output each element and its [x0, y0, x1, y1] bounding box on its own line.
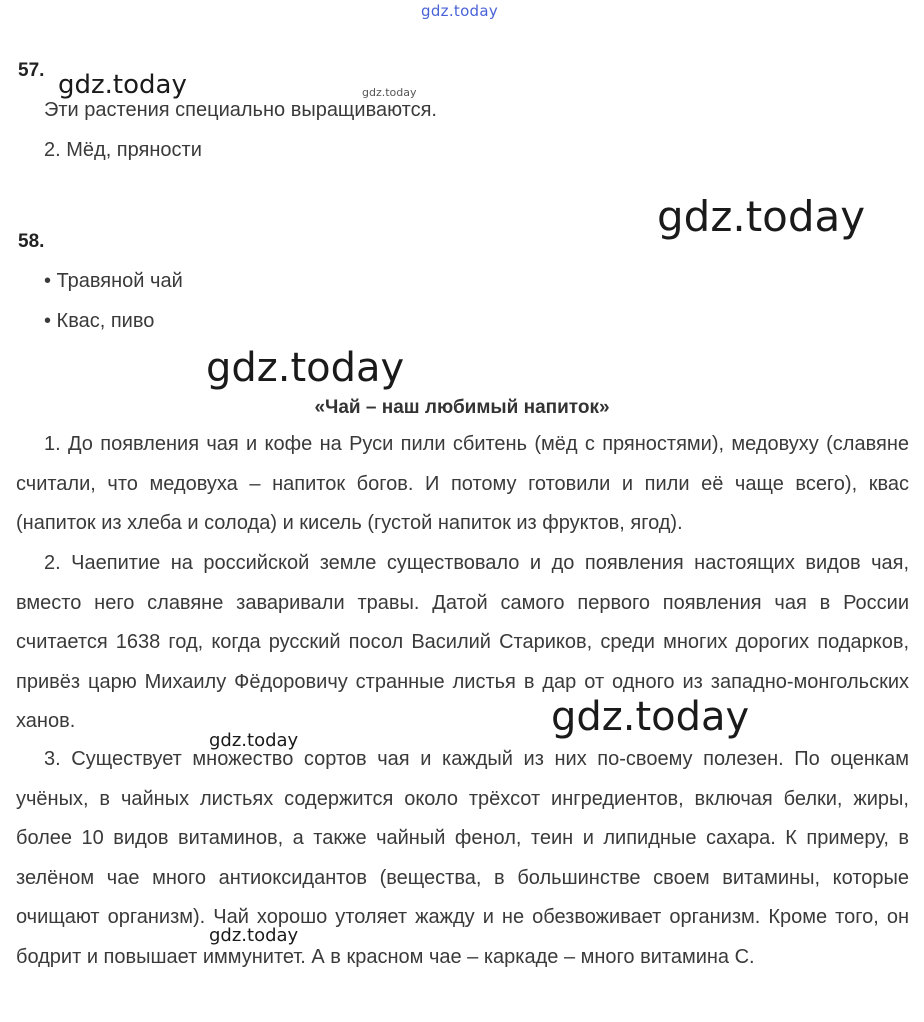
- article-paragraph: 1. До появления чая и кофе на Руси пили сбитень (мёд с пряностями), медовуху (славяне считали, что медовуха – напиток богов. И потому готовили и пили её чаще всего), квас (напиток из хлеба и солода) и кисель (густой напиток из фруктов, ягод).: [16, 433, 909, 534]
- watermark-small: gdz.today: [362, 86, 417, 99]
- answer-line: Эти растения специально выращиваются.: [44, 99, 437, 121]
- watermark-large: gdz.today: [657, 192, 866, 241]
- article-paragraph: 2. Чаепитие на российской земле существовало и до появления настоящих видов чая, вместо него славяне заваривали травы. Датой самого первого появления чая в России считается 1638 год, когда русский посол Василий Стариков, среди многих дорогих подарков, привёз царю Михаилу Фёдоровичу странные листья в дар от одного из западно-монгольских ханов.: [16, 552, 909, 732]
- watermark-large: gdz.today: [551, 694, 750, 740]
- article-title: «Чай – наш любимый напиток»: [314, 397, 610, 418]
- bullet-item: • Квас, пиво: [44, 310, 155, 332]
- watermark-overlay: gdz.today: [209, 925, 299, 946]
- watermark-large: gdz.today: [206, 345, 405, 391]
- bullet-item: • Травяной чай: [44, 270, 183, 292]
- watermark-top: gdz.today: [421, 2, 499, 20]
- answer-line: 2. Мёд, пряности: [44, 139, 202, 161]
- article-paragraph: 3. Существует множество сортов чая и каждый из них по-своему полезен. По оценкам учёных, в чайных листьях содержится около трёхсот ингредиентов, включая белки, жиры, более 10 видов витаминов, а также чайный фенол, теин и липидные сахара. К примеру, в зелёном чае много антиоксидантов (вещества, в большинстве своем витамины, которые очищают организм). Чай хорошо утоляет жажду и не обезвоживает организм. Кроме того, он бодрит и повышает иммунитет. А в красном чае – каркаде – много витамина С.: [16, 748, 909, 968]
- task-number: 58.: [18, 231, 45, 252]
- task-number: 57.: [18, 60, 45, 81]
- watermark: gdz.today: [58, 70, 187, 100]
- watermark-overlay: gdz.today: [209, 730, 299, 751]
